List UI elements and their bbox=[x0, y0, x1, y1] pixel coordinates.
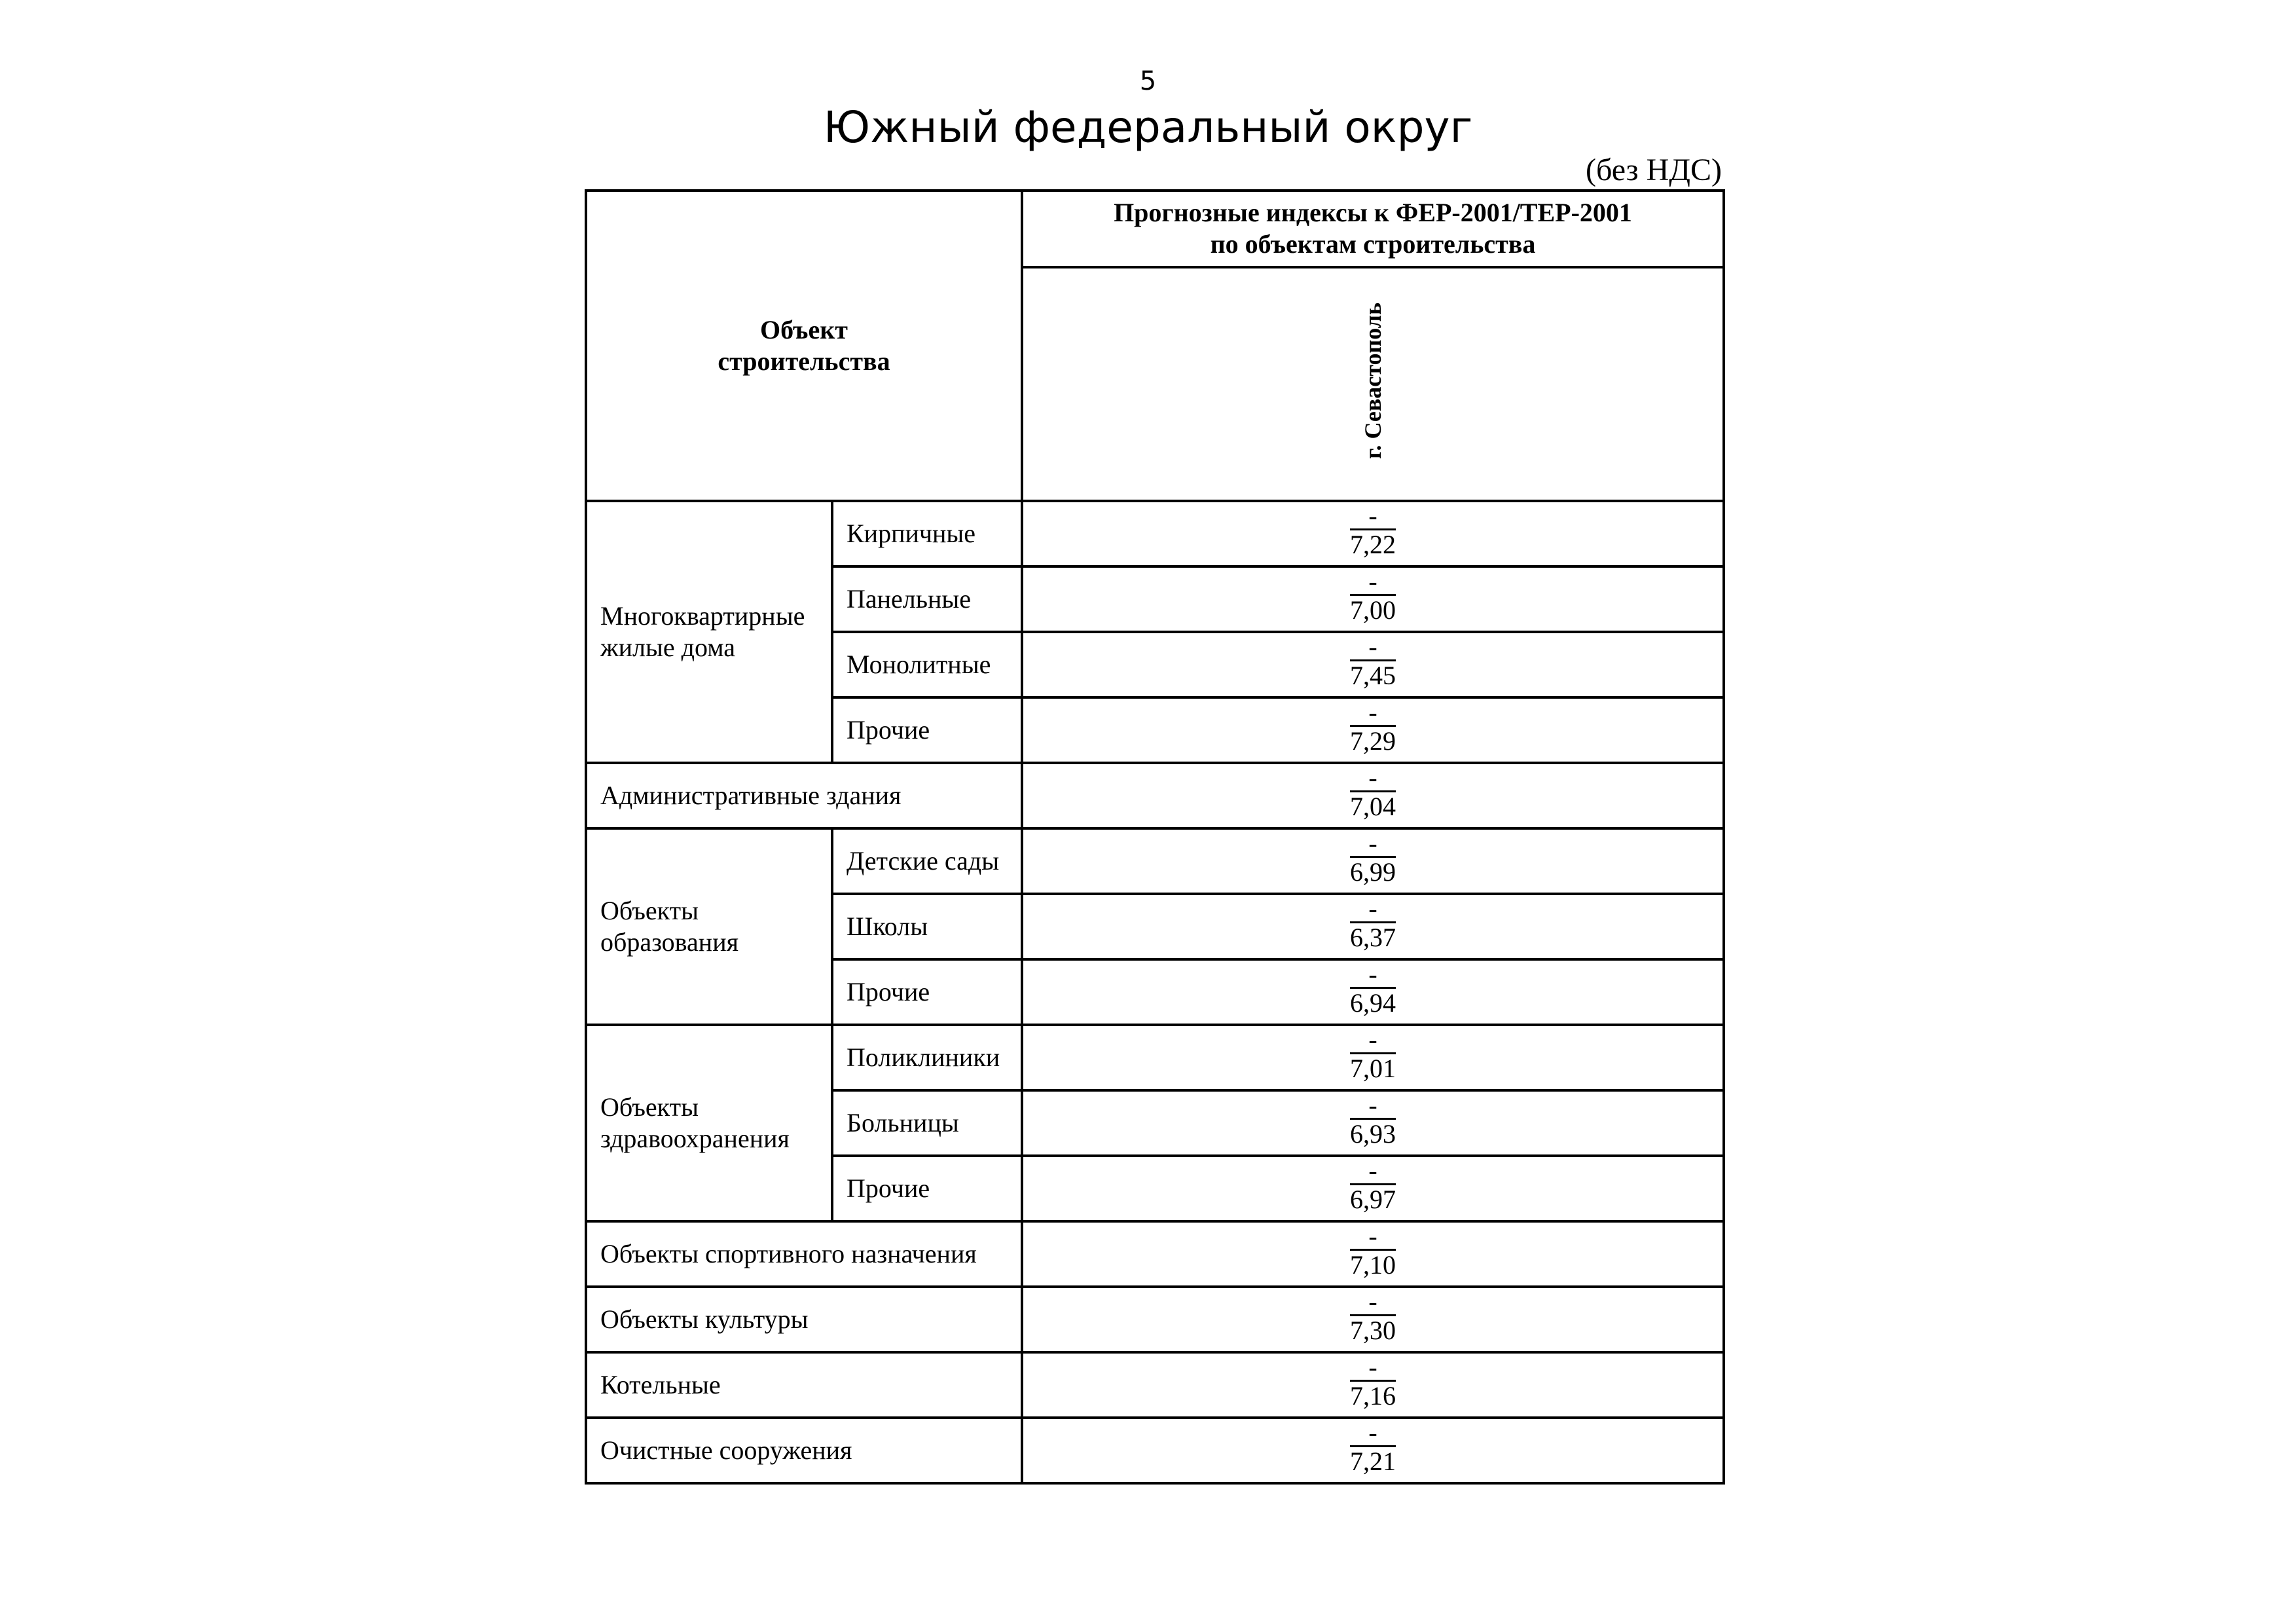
row-value-cell bbox=[1022, 1221, 1724, 1287]
fraction-denominator: 7,00 bbox=[1350, 595, 1396, 625]
fraction-numerator: - bbox=[1350, 1420, 1396, 1447]
group-healthcare-line2: здравоохранения bbox=[600, 1124, 790, 1153]
index-fraction bbox=[1350, 1221, 1396, 1280]
fraction-denominator: 7,01 bbox=[1350, 1053, 1396, 1083]
fraction-denominator: 7,10 bbox=[1350, 1249, 1396, 1280]
index-fraction bbox=[1350, 893, 1396, 952]
fraction-numerator: - bbox=[1350, 1355, 1396, 1382]
row-label: Прочие bbox=[832, 697, 1022, 763]
row-value-cell bbox=[1022, 959, 1724, 1025]
header-object-cell bbox=[586, 191, 1022, 501]
fraction-numerator: - bbox=[1350, 569, 1396, 596]
fraction-denominator: 6,97 bbox=[1350, 1184, 1396, 1214]
fraction-numerator: - bbox=[1350, 1093, 1396, 1120]
header-forecast-line2: по объектам строительства bbox=[1210, 229, 1536, 259]
row-value-cell bbox=[1022, 1090, 1724, 1156]
index-fraction bbox=[1350, 697, 1396, 756]
row-value-cell bbox=[1022, 1156, 1724, 1221]
index-fraction bbox=[1350, 566, 1396, 625]
fraction-numerator: - bbox=[1350, 962, 1396, 989]
row-value-cell bbox=[1022, 828, 1724, 894]
table-row bbox=[586, 1287, 1724, 1352]
index-fraction bbox=[1350, 1024, 1396, 1083]
index-fraction bbox=[1350, 1090, 1396, 1149]
fraction-denominator: 7,16 bbox=[1350, 1380, 1396, 1411]
group-healthcare-line1: Объекты bbox=[600, 1092, 699, 1122]
row-value-cell bbox=[1022, 697, 1724, 763]
fraction-denominator: 7,22 bbox=[1350, 529, 1396, 559]
page-number: 5 bbox=[1139, 66, 1157, 96]
fraction-numerator: - bbox=[1350, 504, 1396, 530]
row-value-cell bbox=[1022, 632, 1724, 697]
index-fraction bbox=[1350, 500, 1396, 559]
fraction-numerator: - bbox=[1350, 831, 1396, 858]
group-apartments-line1: Многоквартирные bbox=[600, 601, 805, 631]
fraction-denominator: 6,37 bbox=[1350, 922, 1396, 952]
row-value-cell bbox=[1022, 1025, 1724, 1090]
fraction-denominator: 7,45 bbox=[1350, 660, 1396, 690]
row-label: Котельные bbox=[586, 1352, 1022, 1418]
fraction-numerator: - bbox=[1350, 1027, 1396, 1054]
fraction-denominator: 7,04 bbox=[1350, 791, 1396, 821]
fraction-numerator: - bbox=[1350, 896, 1396, 923]
row-label: Очистные сооружения bbox=[586, 1418, 1022, 1483]
row-label: Прочие bbox=[832, 1156, 1022, 1221]
fraction-numerator: - bbox=[1350, 635, 1396, 661]
row-value-cell bbox=[1022, 1418, 1724, 1483]
row-value-cell bbox=[1022, 894, 1724, 959]
row-value-cell bbox=[1022, 501, 1724, 566]
table-row bbox=[586, 828, 1724, 894]
header-forecast-cell bbox=[1022, 191, 1724, 267]
group-apartments bbox=[586, 501, 832, 763]
header-object-line2: строительства bbox=[718, 346, 890, 376]
index-fraction bbox=[1350, 1155, 1396, 1214]
row-label: Административные здания bbox=[586, 763, 1022, 828]
row-label: Монолитные bbox=[832, 632, 1022, 697]
row-value-cell bbox=[1022, 763, 1724, 828]
group-education-line1: Объекты bbox=[600, 896, 699, 925]
row-label: Школы bbox=[832, 894, 1022, 959]
fraction-numerator: - bbox=[1350, 1158, 1396, 1185]
table-row bbox=[586, 1025, 1724, 1090]
page-title: Южный федеральный округ bbox=[823, 102, 1473, 153]
fraction-denominator: 6,94 bbox=[1350, 987, 1396, 1018]
index-fraction bbox=[1350, 631, 1396, 690]
table-row bbox=[586, 1418, 1724, 1483]
fraction-numerator: - bbox=[1350, 700, 1396, 727]
group-healthcare bbox=[586, 1025, 832, 1221]
fraction-denominator: 7,30 bbox=[1350, 1315, 1396, 1345]
group-apartments-line2: жилые дома bbox=[600, 633, 736, 662]
fraction-denominator: 7,21 bbox=[1350, 1446, 1396, 1476]
table-row bbox=[586, 501, 1724, 566]
index-fraction bbox=[1350, 1286, 1396, 1345]
header-object-line1: Объект bbox=[760, 315, 848, 344]
row-value-cell bbox=[1022, 566, 1724, 632]
fraction-numerator: - bbox=[1350, 1289, 1396, 1316]
index-fraction bbox=[1350, 959, 1396, 1018]
index-fraction bbox=[1350, 828, 1396, 887]
fraction-denominator: 6,93 bbox=[1350, 1118, 1396, 1149]
vat-note: (без НДС) bbox=[1585, 153, 1722, 187]
fraction-denominator: 6,99 bbox=[1350, 857, 1396, 887]
group-education-line2: образования bbox=[600, 927, 738, 957]
row-label: Больницы bbox=[832, 1090, 1022, 1156]
group-education bbox=[586, 828, 832, 1025]
header-city-label: г. Севастополь bbox=[1360, 302, 1386, 459]
fraction-numerator: - bbox=[1350, 766, 1396, 792]
table-header-row bbox=[586, 191, 1724, 267]
table-row bbox=[586, 1221, 1724, 1287]
row-label: Прочие bbox=[832, 959, 1022, 1025]
table-row bbox=[586, 763, 1724, 828]
fraction-numerator: - bbox=[1350, 1224, 1396, 1251]
row-label: Панельные bbox=[832, 566, 1022, 632]
row-label: Детские сады bbox=[832, 828, 1022, 894]
header-city-cell bbox=[1022, 267, 1724, 501]
row-label: Объекты спортивного назначения bbox=[586, 1221, 1022, 1287]
index-fraction bbox=[1350, 1352, 1396, 1411]
row-label: Поликлиники bbox=[832, 1025, 1022, 1090]
index-fraction bbox=[1350, 1417, 1396, 1476]
table-row bbox=[586, 1352, 1724, 1418]
row-label: Объекты культуры bbox=[586, 1287, 1022, 1352]
row-value-cell bbox=[1022, 1287, 1724, 1352]
row-label: Кирпичные bbox=[832, 501, 1022, 566]
row-value-cell bbox=[1022, 1352, 1724, 1418]
index-fraction bbox=[1350, 762, 1396, 821]
fraction-denominator: 7,29 bbox=[1350, 726, 1396, 756]
forecast-index-table bbox=[585, 189, 1725, 1485]
header-forecast-line1: Прогнозные индексы к ФЕР-2001/ТЕР-2001 bbox=[1114, 198, 1632, 228]
